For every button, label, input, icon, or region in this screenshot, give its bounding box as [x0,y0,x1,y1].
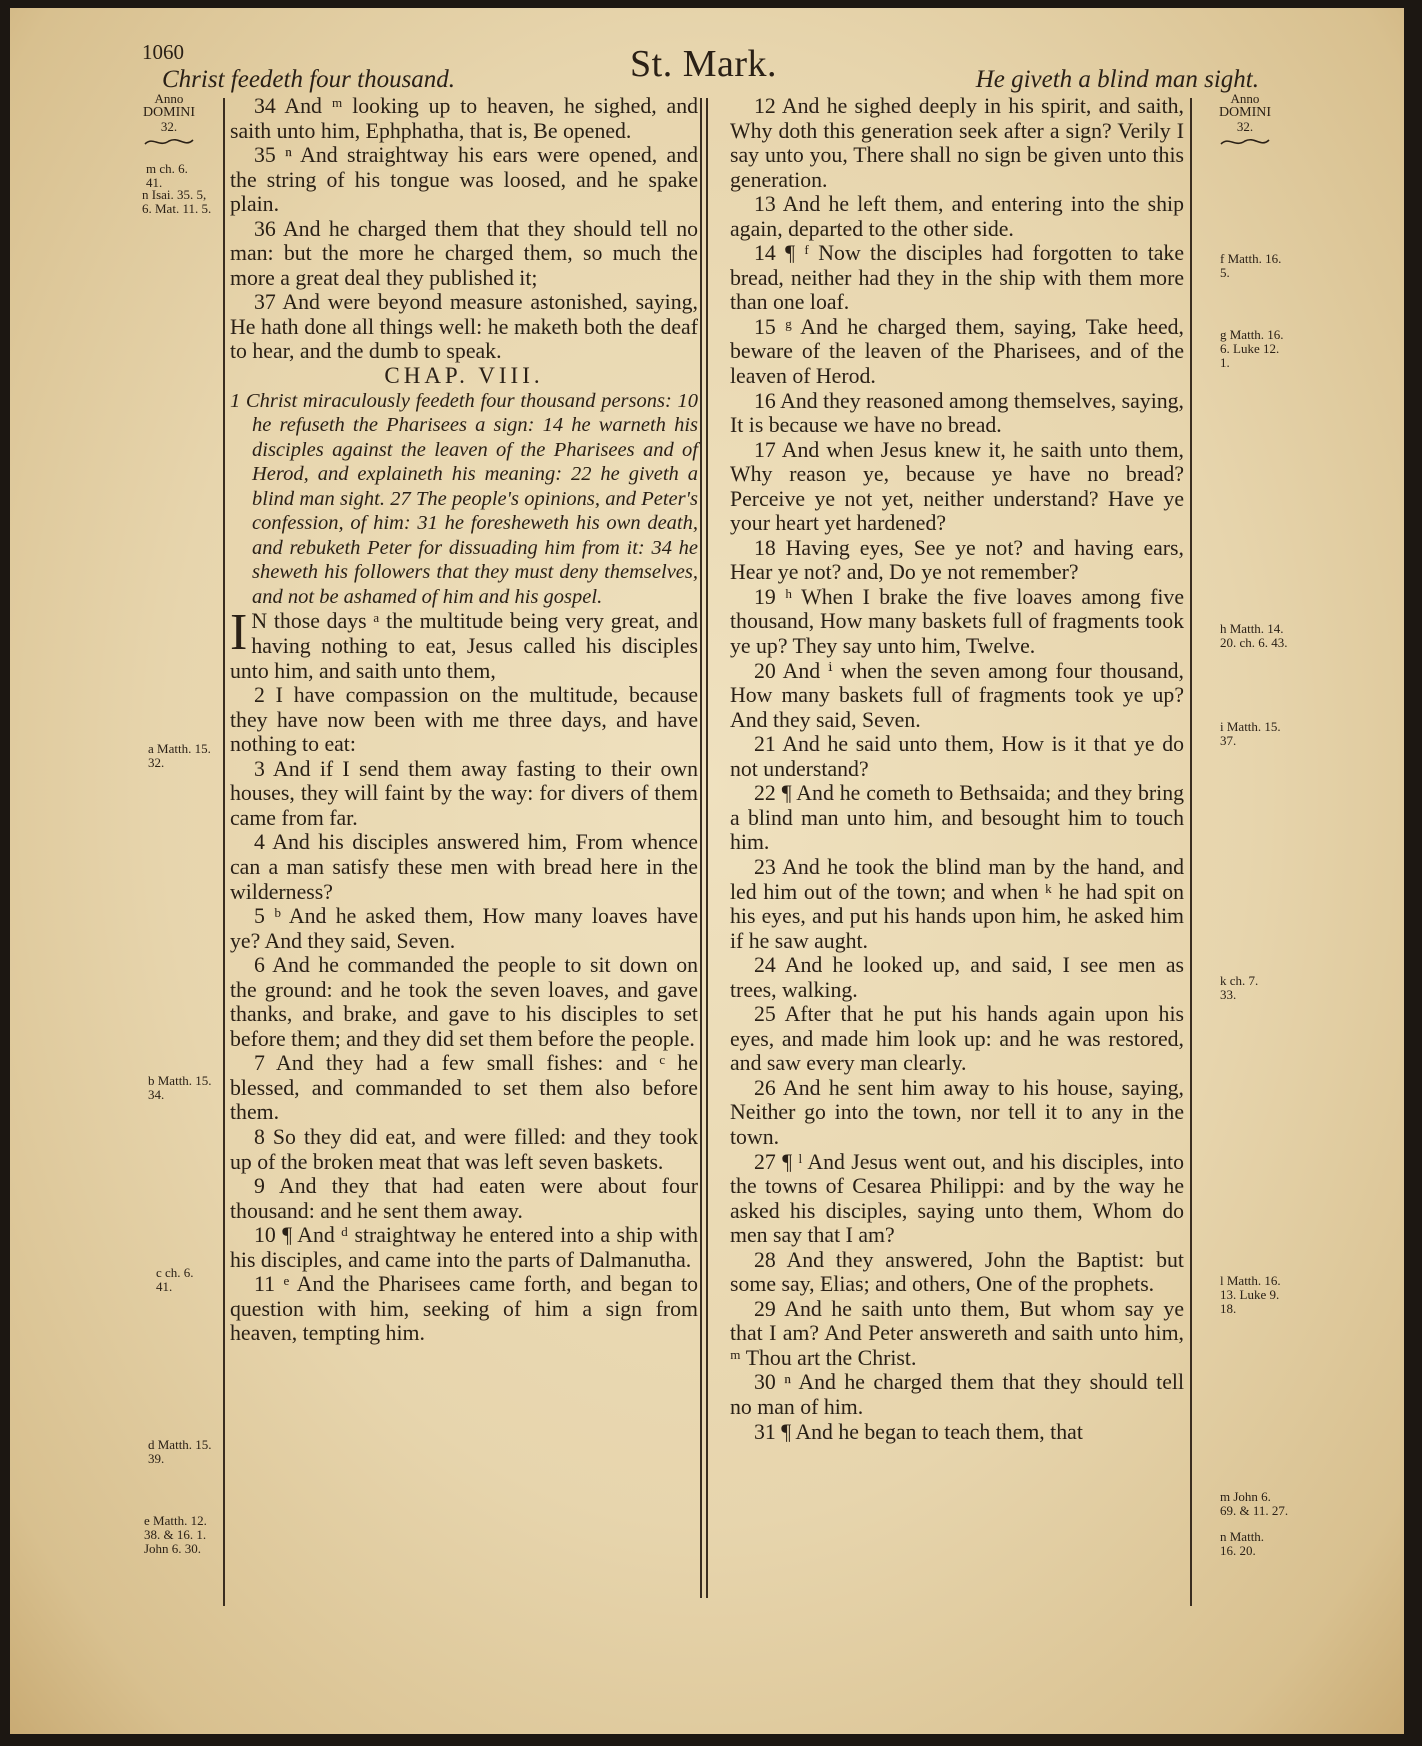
verse-8-10: 10 ¶ And ᵈ straightway he entered into a ship with his disciples, and came into the parts of Dalmanutha. [230,1223,698,1272]
verse-8-28: 28 And they answered, John the Baptist: but some say, Elias; and others, One of the prophets. [730,1247,1184,1297]
margin-note-g-right: g Matth. 16. 6. Luke 12. 1. [1220,327,1284,370]
chapter-heading: CHAP. VIII. [384,363,544,389]
margin-note-m-left: m ch. 6. 41. [146,161,188,190]
verse-8-25: 25 After that he put his hands again upon his eyes, and made him look up: and he was restored, and saw every man clearly. [730,1002,1184,1076]
left-margin-rule [223,98,225,1606]
margin-note-f-right: f Matth. 16. 5. [1220,251,1282,280]
margin-note-b-left: b Matth. 15. 34. [148,1073,212,1102]
running-head-right: He giveth a blind man sight. [975,66,1259,93]
running-head-center: St. Mark. [630,43,777,85]
center-rule-1 [700,98,702,1598]
verse-8-14: 14 ¶ ᶠ Now the disciples had forgotten to take bread, neither had they in the ship with them more than one loaf. [730,241,1184,315]
verse-8-11: 11 ᵉ And the Pharisees came forth, and began to question with him, seeking of him a sign from heaven, tempting him. [230,1272,698,1346]
verse-8-30: 30 ⁿ And he charged them that they should tell no man of him. [730,1370,1184,1419]
verse-8-13: 13 And he left them, and entering into the ship again, departed to the other side. [730,192,1184,241]
verse-8-16: 16 And they reasoned among themselves, saying, It is because we have no bread. [730,388,1184,438]
margin-note-c-left: c ch. 6. 41. [156,1265,194,1294]
bible-page [10,8,1404,1734]
chapter-summary: 1 Christ miraculously feedeth four thousand persons: 10 he refuseth the Pharisees a sign: 14 he warneth his disciples against the leaven of the Pharisees and of Herod, and explaineth his meaning: 22 he giveth a blind man sight. 27 The people's opinions, and Peter's confession, of him: 31 he foresheweth his own death, and rebuketh Peter for dissuading him from it: 34 he sheweth his followers that they must deny themselves, and not be ashamed of him and his gospel. [230,389,698,608]
margin-note-l-right: l Matth. 16. 13. Luke 9. 18. [1220,1273,1281,1316]
verse-8-21: 21 And he said unto them, How is it that ye do not understand? [730,732,1184,781]
running-head-left: Christ feedeth four thousand. [162,66,456,93]
anno-domini-left: Anno DOMINI 32. [130,92,208,148]
left-text-column [230,94,698,1346]
verse-7-35: 35 ⁿ And straightway his ears were opened, and the string of his tongue was loosed, and he spake plain. [230,143,698,217]
flourish-ornament [1219,136,1271,148]
verse-8-19: 19 ʰ When I brake the five loaves among five thousand, How many baskets full of fragments took ye up? They say unto him, Twelve. [730,584,1184,659]
margin-note-k-right: k ch. 7. 33. [1220,973,1259,1002]
margin-note-e-left: e Matth. 12. 38. & 16. 1. John 6. 30. [144,1513,207,1556]
verse-8-18: 18 Having eyes, See ye not? and having ears, Hear ye not? and, Do ye not remember? [730,535,1184,585]
verse-8-17: 17 And when Jesus knew it, he saith unto them, Why reason ye, because ye have no bread? Perceive ye not yet, neither understand? Have ye your heart yet hardened? [730,437,1184,536]
margin-note-h-right: h Matth. 14. 20. ch. 6. 43. [1220,621,1288,650]
verse-8-15: 15 ᵍ And he charged them, saying, Take heed, beware of the leaven of the Pharisees, and of the leaven of Herod. [730,314,1184,389]
verse-7-37: 37 And were beyond measure astonished, saying, He hath done all things well: he maketh both the deaf to hear, and the dumb to speak. [230,290,698,364]
verse-8-26: 26 And he sent him away to his house, saying, Neither go into the town, nor tell it to any in the town. [730,1075,1184,1149]
verse-8-31: 31 ¶ And he began to teach them, that [754,1419,1083,1444]
center-rule-2 [706,98,708,1598]
verse-8-4: 4 And his disciples answered him, From whence can a man satisfy these men with bread here in the wilderness? [230,830,698,904]
verse-8-1: I N those days ᵃ the multitude being very great, and having nothing to eat, Jesus called his disciples unto him, and saith unto them, [230,604,698,683]
verse-8-23: 23 And he took the blind man by the hand, and led him out of the town; and when ᵏ he had spit on his eyes, and put his hands upon him, he asked him if he saw aught. [730,854,1184,953]
anno-domini-right: Anno DOMINI 32. [1206,92,1284,148]
verse-8-3: 3 And if I send them away fasting to their own houses, they will faint by the way: for divers of them came from far. [230,756,698,830]
margin-note-n-right: n Matth. 16. 20. [1220,1529,1265,1558]
margin-note-n-left: n Isai. 35. 5, 6. Mat. 11. 5. [142,187,212,216]
margin-note-d-left: d Matth. 15. 39. [148,1437,212,1466]
verse-7-36: 36 And he charged them that they should tell no man: but the more he charged them, so much the more a great deal they published it; [230,216,698,290]
verse-8-8: 8 So they did eat, and were filled: and they took up of the broken meat that was left seven baskets. [230,1124,698,1174]
verse-8-20: 20 And ⁱ when the seven among four thousand, How many baskets full of fragments took ye up? And they said, Seven. [730,658,1184,732]
right-text-column [730,94,1184,1444]
verse-8-5: 5 ᵇ And he asked them, How many loaves have ye? And they said, Seven. [230,904,698,953]
verse-8-12: 12 And he sighed deeply in his spirit, and saith, Why doth this generation seek after a sign? Verily I say unto you, There shall no sign be given unto this generation. [730,94,1184,192]
verse-8-24: 24 And he looked up, and said, I see men as trees, walking. [730,953,1184,1002]
verse-8-2: 2 I have compassion on the multitude, because they have now been with me three days, and have nothing to eat: [230,683,698,757]
right-margin-rule [1190,98,1192,1606]
margin-note-i-right: i Matth. 15. 37. [1220,719,1281,748]
verse-8-9: 9 And they that had eaten were about four thousand: and he sent them away. [230,1174,698,1223]
verse-8-27: 27 ¶ ˡ And Jesus went out, and his disciples, into the towns of Cesarea Philippi: and by the way he asked his disciples, saying unto them, Whom do men say that I am? [730,1149,1184,1248]
margin-note-a-left: a Matth. 15. 32. [148,741,211,770]
margin-note-m-right: m John 6. 69. & 11. 27. [1220,1489,1289,1518]
verse-8-22: 22 ¶ And he cometh to Bethsaida; and they bring a blind man unto him, and besought him to touch him. [730,781,1184,855]
verse-8-29: 29 And he saith unto them, But whom say ye that I am? And Peter answereth and saith unto him, ᵐ Thou art the Christ. [730,1296,1184,1370]
verse-8-7: 7 And they had a few small fishes: and ᶜ he blessed, and commanded to set them also before them. [230,1051,698,1125]
page-number: 1060 [142,40,184,64]
verse-8-6: 6 And he commanded the people to sit down on the ground: and he took the seven loaves, and gave thanks, and brake, and gave to his disciples to set before them; and they did set them before the people. [230,953,698,1051]
flourish-ornament [143,136,195,148]
verse-7-34: 34 And ᵐ looking up to heaven, he sighed, and saith unto him, Ephphatha, that is, Be opened. [230,94,698,143]
drop-cap: I [230,604,248,662]
